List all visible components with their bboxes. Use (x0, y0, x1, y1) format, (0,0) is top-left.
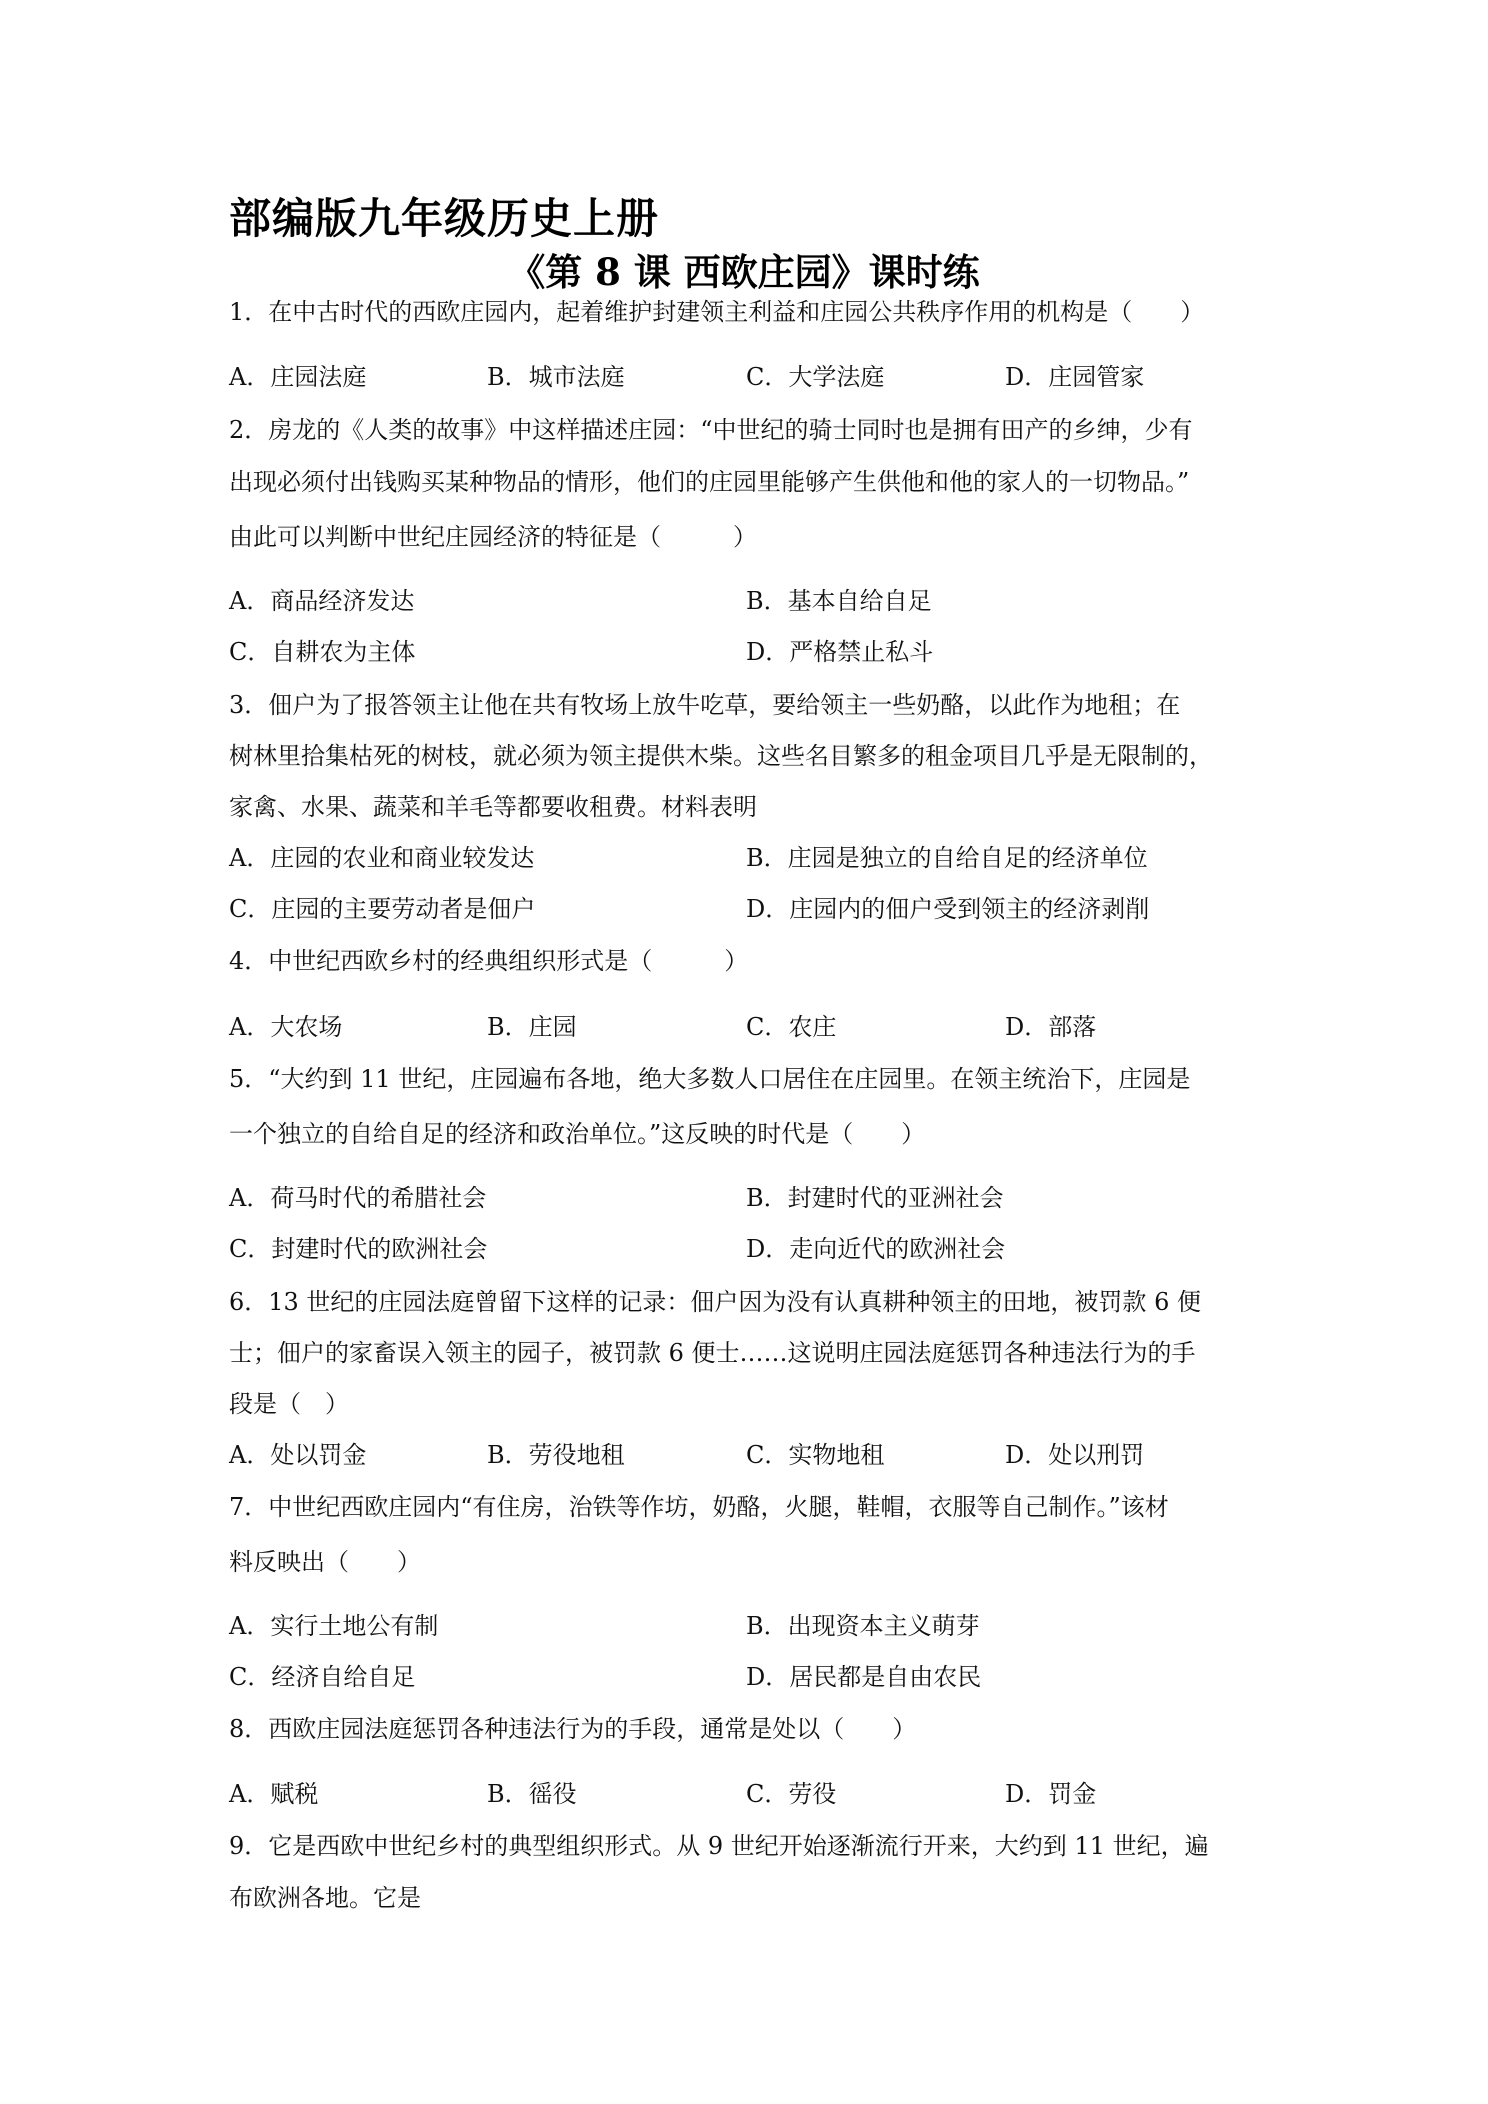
lesson-title: 《第 8 课 西欧庄园》课时练 (508, 250, 980, 294)
q9-stem-line: 9．它是西欧中世纪乡村的典型组织形式。从 9 世纪开始逐渐流行开来，大约到 11 世纪，遍 (229, 1832, 1209, 1860)
q6-option-d: D．处以刑罚 (1005, 1441, 1145, 1469)
q8-option-c: C．劳役 (746, 1780, 837, 1808)
q6-option-c: C．实物地租 (746, 1441, 885, 1469)
q8-option-d: D．罚金 (1005, 1780, 1097, 1808)
q1-stem-line: 1．在中古时代的西欧庄园内，起着维护封建领主利益和庄园公共秩序作用的机构是（ ） (229, 298, 1205, 326)
q5-stem-line: 5．“大约到 11 世纪，庄园遍布各地，绝大多数人口居住在庄园里。在领主统治下，庄园是 (229, 1065, 1191, 1093)
q7-option-d: D．居民都是自由农民 (746, 1663, 982, 1691)
q4-option-a: A．大农场 (229, 1013, 343, 1041)
q4-option-b: B．庄园 (487, 1013, 577, 1041)
q1-option-c: C．大学法庭 (746, 363, 885, 391)
q1-option-b: B．城市法庭 (487, 363, 625, 391)
q4-stem-line: 4．中世纪西欧乡村的经典组织形式是（ ） (229, 947, 749, 975)
q2-stem-line: 由此可以判断中世纪庄园经济的特征是（ ） (229, 523, 757, 551)
q5-stem-line: 一个独立的自给自足的经济和政治单位。”这反映的时代是（ ） (229, 1120, 926, 1148)
q7-stem-line: 7．中世纪西欧庄园内“有住房，治铁等作坊，奶酪，火腿，鞋帽，衣服等自己制作。”该材 (229, 1493, 1169, 1521)
q3-option-a: A．庄园的农业和商业较发达 (229, 844, 535, 872)
q7-stem-line: 料反映出（ ） (229, 1548, 421, 1576)
q2-option-a: A．商品经济发达 (229, 587, 415, 615)
q3-stem-line: 树林里拾集枯死的树枝，就必须为领主提供木柴。这些名目繁多的租金项目几乎是无限制的， (229, 742, 1213, 770)
q8-option-b: B．徭役 (487, 1780, 577, 1808)
q3-option-d: D．庄园内的佃户受到领主的经济剥削 (746, 895, 1150, 923)
q7-option-a: A．实行土地公有制 (229, 1612, 439, 1640)
q5-option-a: A．荷马时代的希腊社会 (229, 1184, 487, 1212)
q8-stem-line: 8．西欧庄园法庭惩罚各种违法行为的手段，通常是处以（ ） (229, 1715, 917, 1743)
q6-option-b: B．劳役地租 (487, 1441, 625, 1469)
q5-option-c: C．封建时代的欧洲社会 (229, 1235, 488, 1263)
q3-stem-line: 3．佃户为了报答领主让他在共有牧场上放牛吃草，要给领主一些奶酪，以此作为地租；在 (229, 691, 1181, 719)
q2-option-c: C．自耕农为主体 (229, 638, 416, 666)
q1-option-a: A．庄园法庭 (229, 363, 367, 391)
document-title: 部编版九年级历史上册 (229, 194, 660, 243)
q5-option-b: B．封建时代的亚洲社会 (746, 1184, 1004, 1212)
q9-stem-line: 布欧洲各地。它是 (229, 1884, 421, 1912)
q2-stem-line: 出现必须付出钱购买某种物品的情形，他们的庄园里能够产生供他和他的家人的一切物品。” (229, 468, 1190, 496)
q3-stem-line: 家禽、水果、蔬菜和羊毛等都要收租费。材料表明 (229, 793, 757, 821)
q1-option-d: D．庄园管家 (1005, 363, 1145, 391)
q6-option-a: A．处以罚金 (229, 1441, 367, 1469)
q3-option-c: C．庄园的主要劳动者是佃户 (229, 895, 536, 923)
q7-option-b: B．出现资本主义萌芽 (746, 1612, 980, 1640)
q7-option-c: C．经济自给自足 (229, 1663, 416, 1691)
q3-option-b: B．庄园是独立的自给自足的经济单位 (746, 844, 1148, 872)
q8-option-a: A．赋税 (229, 1780, 319, 1808)
q2-option-b: B．基本自给自足 (746, 587, 932, 615)
q2-stem-line: 2．房龙的《人类的故事》中这样描述庄园：“中世纪的骑士同时也是拥有田产的乡绅，少有 (229, 416, 1193, 444)
q6-stem-line: 6．13 世纪的庄园法庭曾留下这样的记录：佃户因为没有认真耕种领主的田地，被罚款 6 便 (229, 1288, 1201, 1316)
q5-option-d: D．走向近代的欧洲社会 (746, 1235, 1006, 1263)
q6-stem-line: 段是（ ） (229, 1390, 349, 1418)
q4-option-d: D．部落 (1005, 1013, 1097, 1041)
q2-option-d: D．严格禁止私斗 (746, 638, 934, 666)
q4-option-c: C．农庄 (746, 1013, 837, 1041)
q6-stem-line: 士；佃户的家畜误入领主的园子，被罚款 6 便士……这说明庄园法庭惩罚各种违法行为的手 (229, 1339, 1196, 1367)
